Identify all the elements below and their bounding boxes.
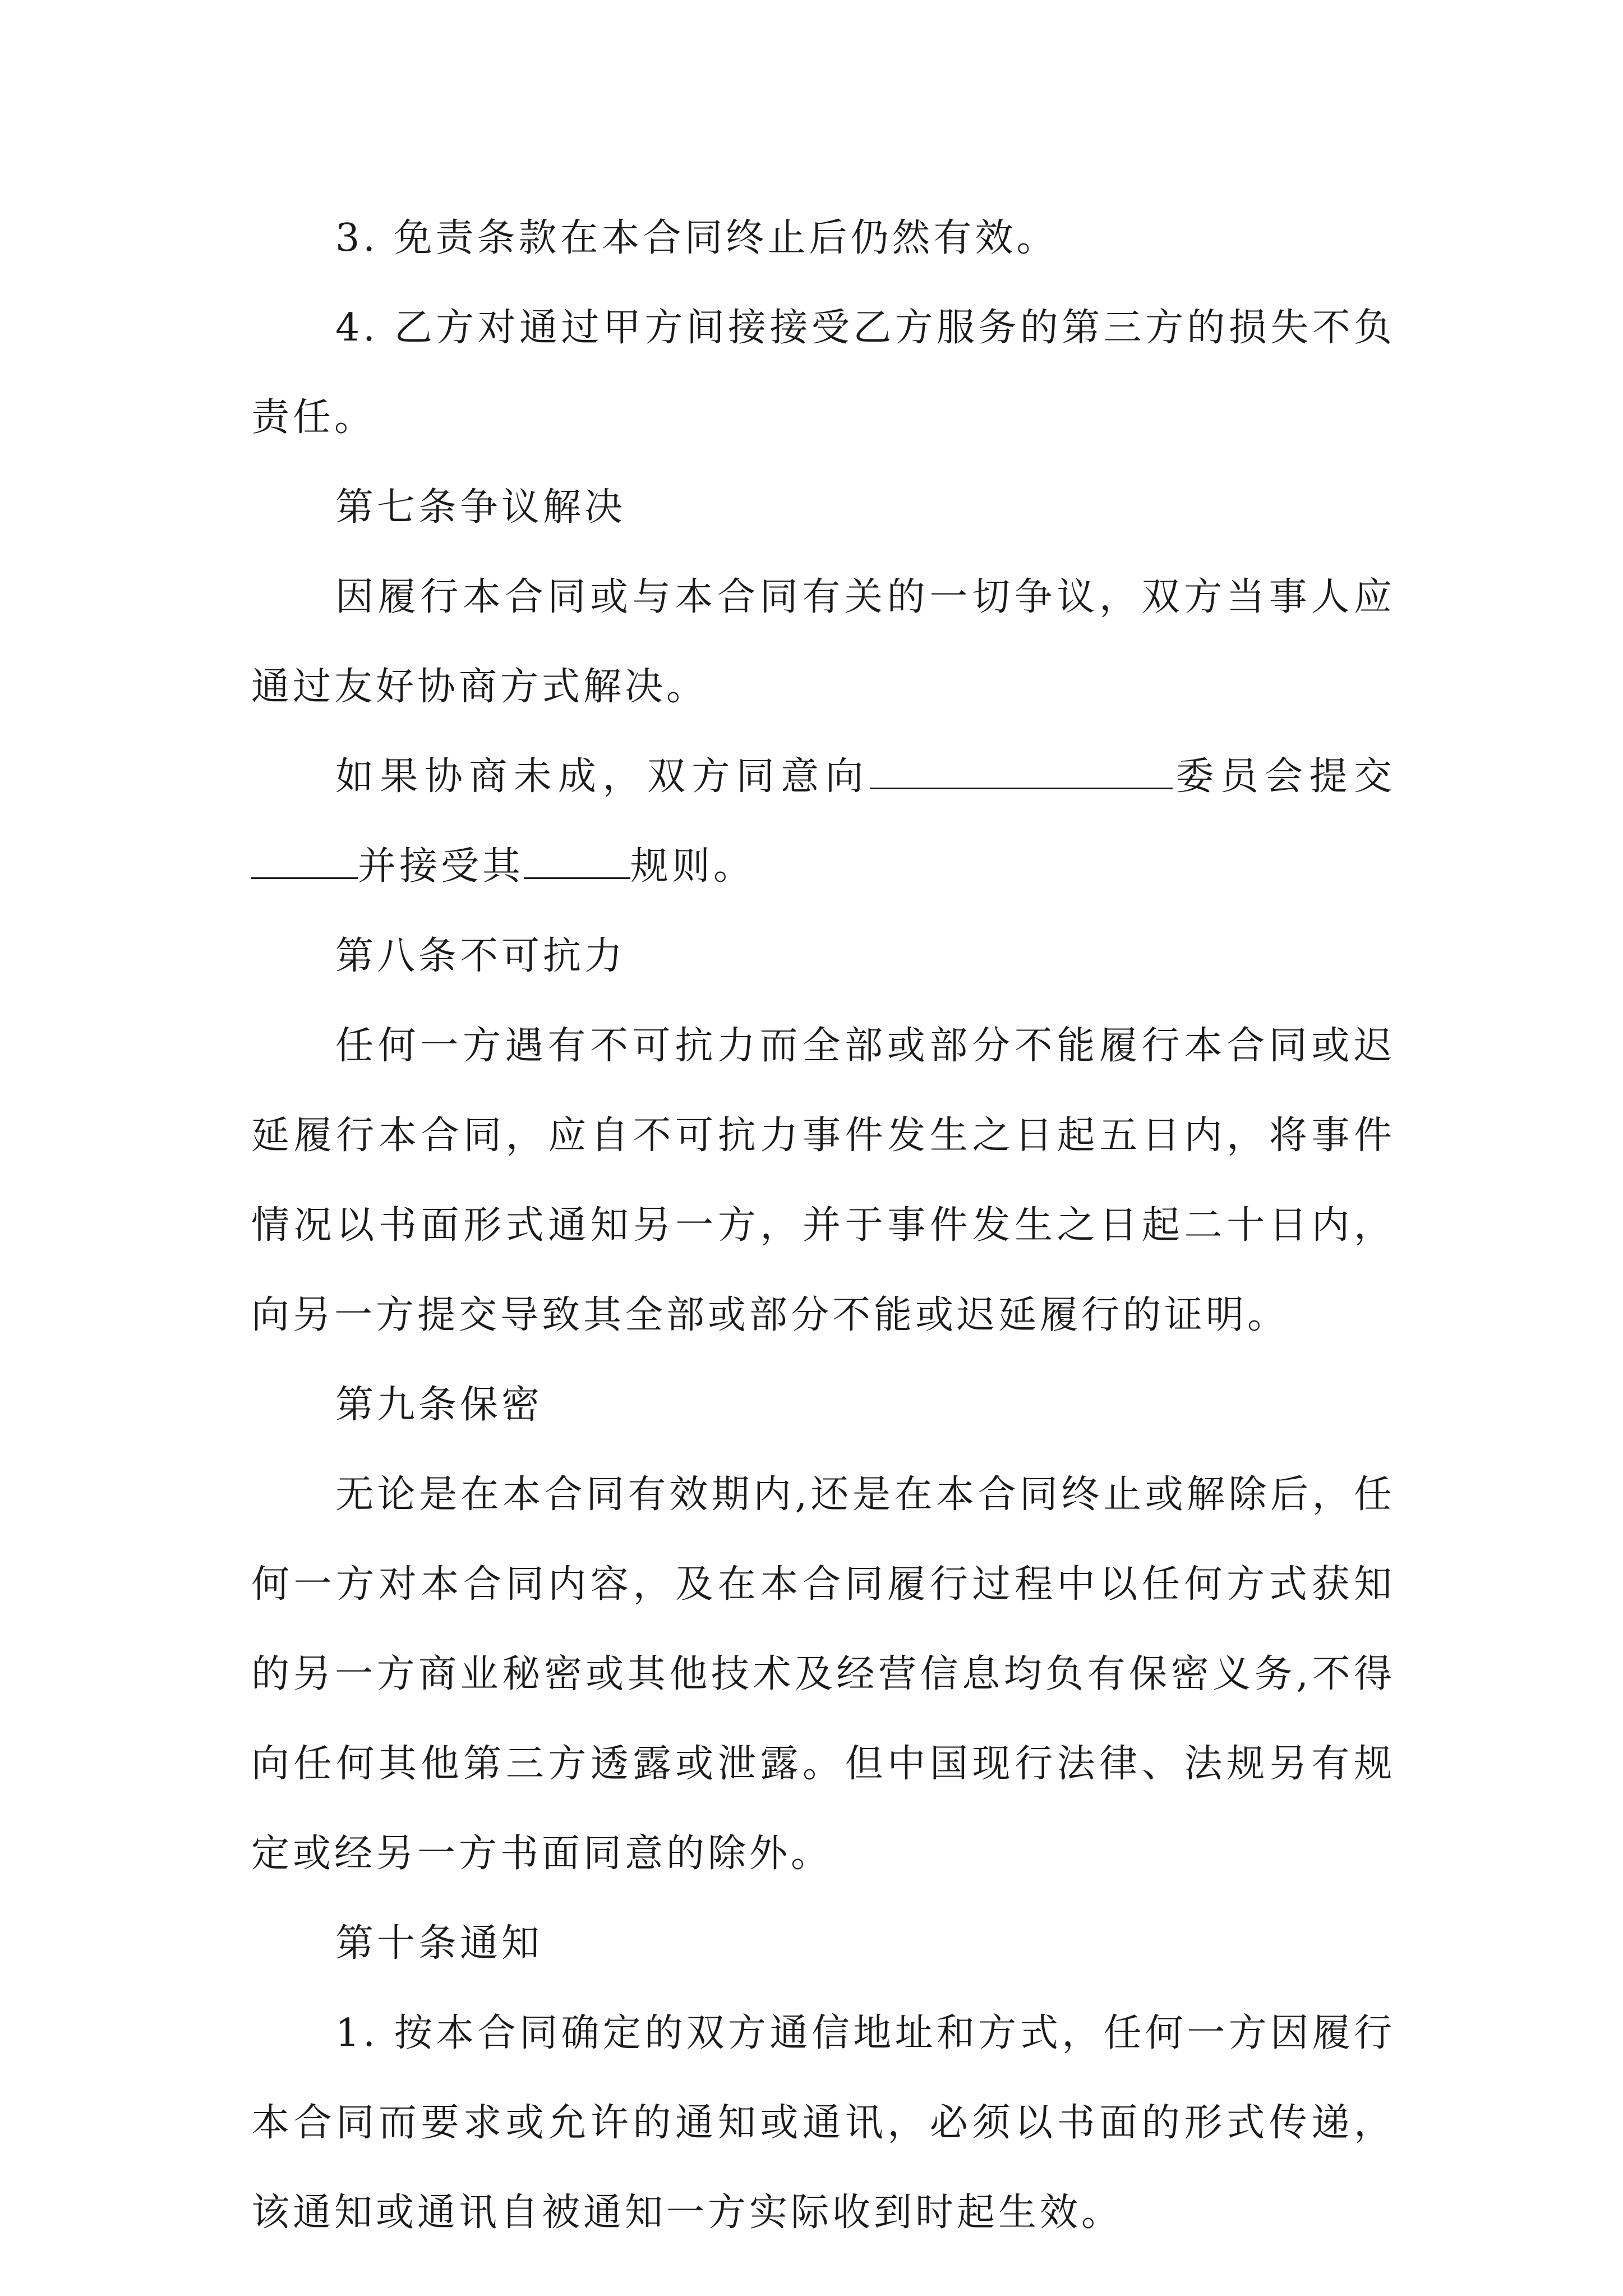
document-body (251, 194, 1395, 2258)
clause-7-paragraph-2-text-3: 并接受其 (358, 844, 524, 889)
clause-7-paragraph-2-text-1: 如果协商未成，双方同意向 (335, 754, 870, 799)
clause-10-item-1: 1. 按本合同确定的双方通信地址和方式，任何一方因履行本合同而要求或允许的通知或通讯，必须以书面的形式传递，该通知或通讯自被通知一方实际收到时起生效。 (251, 2011, 1395, 2235)
clause-10-title: 第十条通知 (335, 1921, 543, 1966)
clause-7-paragraph-2-text-4: 规则。 (630, 844, 755, 889)
clause-7-paragraph-1: 因履行本合同或与本合同有关的一切争议，双方当事人应通过友好协商方式解决。 (251, 575, 1395, 709)
clause-8-title: 第八条不可抗力 (335, 934, 626, 978)
committee-blank (870, 751, 1173, 789)
clause-9-title: 第九条保密 (335, 1383, 543, 1427)
clause-7-paragraph-2 (251, 732, 1395, 912)
clause-6-item-4: 4. 乙方对通过甲方间接接受乙方服务的第三方的损失不负责任。 (251, 306, 1395, 440)
clause-9-paragraph-1: 无论是在本合同有效期内,还是在本合同终止或解除后，任何一方对本合同内容，及在本合同履行过程中以任何方式获知的另一方商业秘密或其他技术及经营信息均负有保密义务,不得向任何其他第三方透露或泄露。但中国现行法律、法规另有规定或经另一方书面同意的除外。 (251, 1473, 1395, 1876)
clause-7-title: 第七条争议解决 (335, 485, 626, 530)
clause-6-item-3: 3. 免责条款在本合同终止后仍然有效。 (335, 216, 1058, 260)
clause-7-paragraph-2-text-2: 委员会提交 (1172, 754, 1395, 799)
rules-blank (524, 840, 630, 879)
submission-blank (251, 840, 358, 879)
clause-8-paragraph-1: 任何一方遇有不可抗力而全部或部分不能履行本合同或迟延履行本合同，应自不可抗力事件发生之日起五日内，将事件情况以书面形式通知另一方，并于事件发生之日起二十日内，向另一方提交导致其全部或部分不能或迟延履行的证明。 (251, 1024, 1395, 1337)
